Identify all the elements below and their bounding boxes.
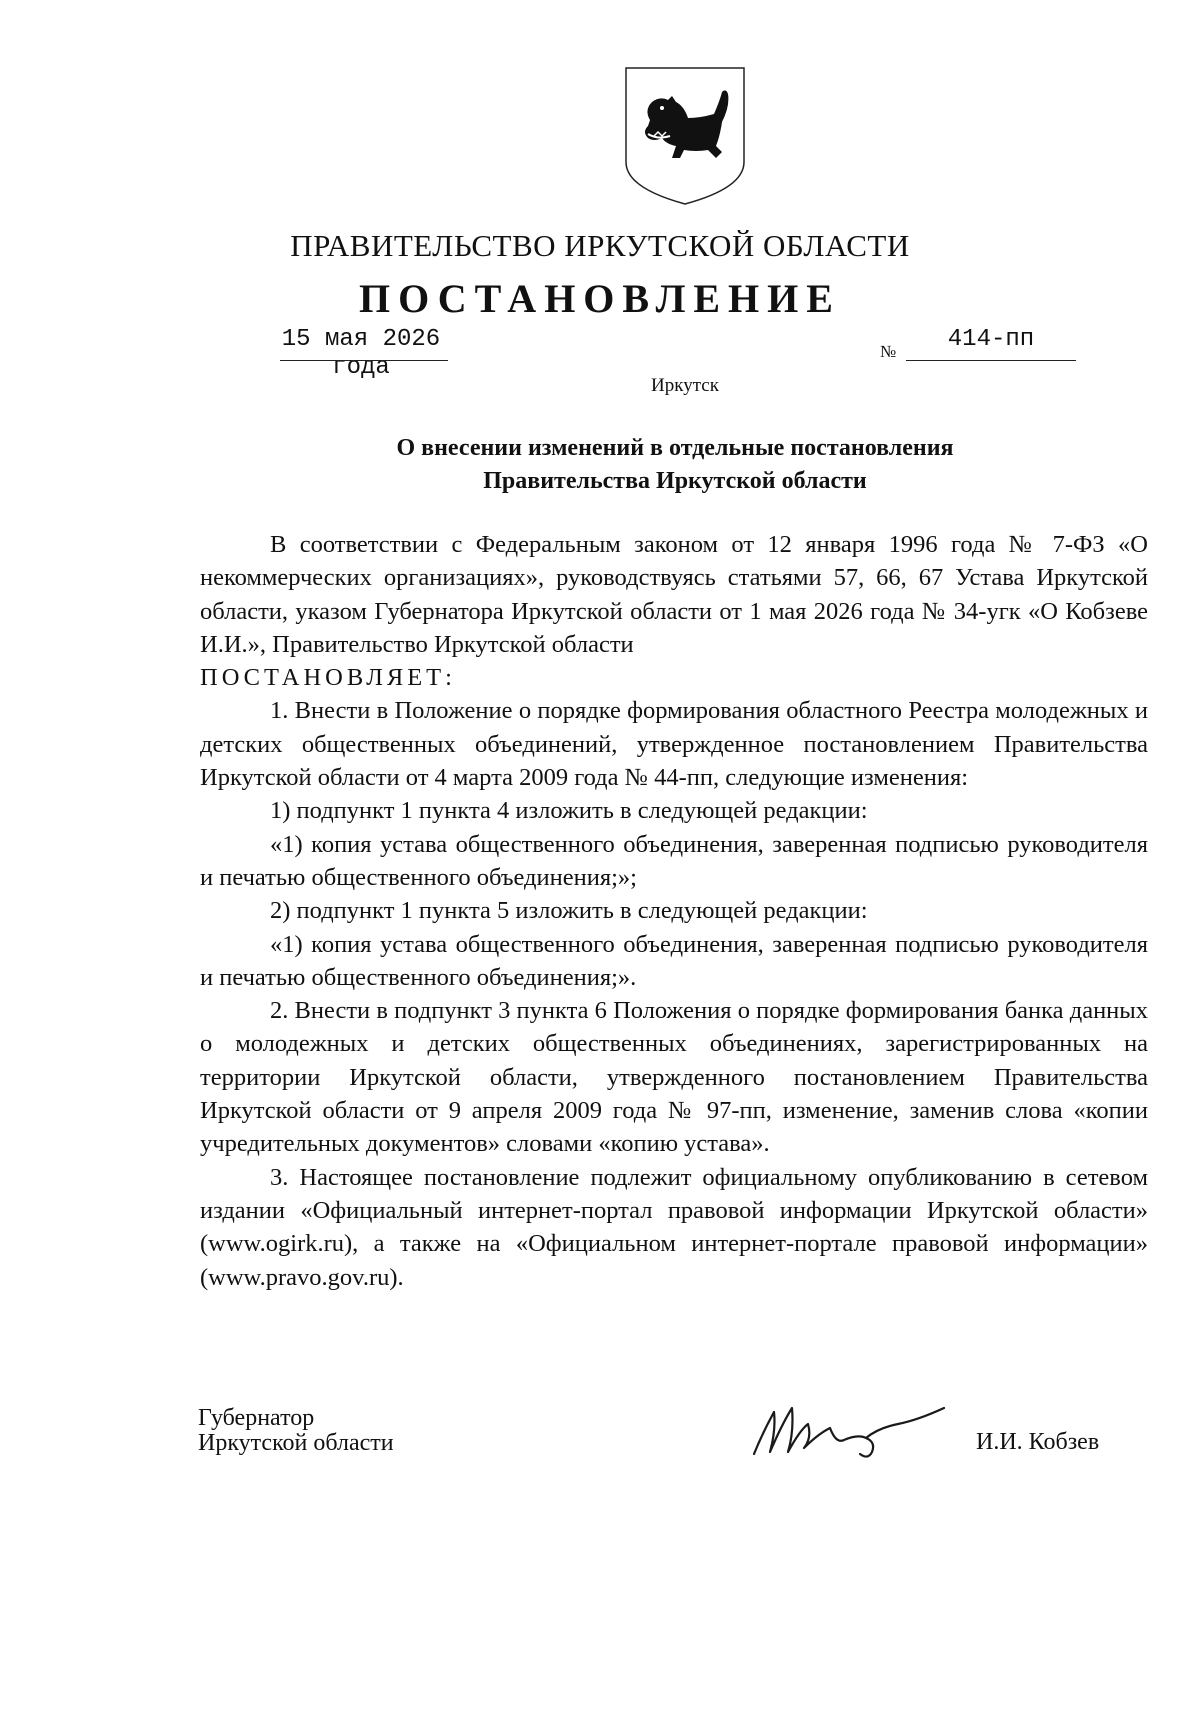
subparagraph-1-2: 2) подпункт 1 пункта 5 изложить в следующей редакции: xyxy=(270,897,868,925)
document-body xyxy=(200,528,1148,1294)
decree-word: ПОСТАНОВЛЯЕТ: xyxy=(200,664,456,692)
subject-line-1: О внесении изменений в отдельные постановления xyxy=(396,435,954,461)
paragraph-3: 3. Настоящее постановление подлежит официальному опубликованию в сетевом издании «Официальный интернет-портал правовой информации Иркутской области» (www.ogirk.ru), а также на «Официальном интернет-портале правовой информации» (www.pravo.gov.ru). xyxy=(200,1163,1148,1291)
number-underline xyxy=(906,360,1076,361)
subparagraph-1-2-text: «1) копия устава общественного объединения, заверенная подписью руководителя и печатью общественного объединения;». xyxy=(200,930,1148,991)
document-city: Иркутск xyxy=(651,375,719,396)
date-underline xyxy=(280,360,448,361)
subject-line-2: Правительства Иркутской области xyxy=(483,468,867,494)
document-subject xyxy=(200,432,1150,498)
signatory-name: И.И. Кобзев xyxy=(976,1429,1100,1455)
irkutsk-coat-of-arms-icon xyxy=(622,66,748,206)
document-number: 414-пп xyxy=(947,326,1035,353)
subparagraph-1-1: 1) подпункт 1 пункта 4 изложить в следующей редакции: xyxy=(270,797,868,825)
number-sign: № xyxy=(880,342,897,361)
government-title: ПРАВИТЕЛЬСТВО ИРКУТСКОЙ ОБЛАСТИ xyxy=(290,228,910,263)
paragraph-1: 1. Внести в Положение о порядке формирования областного Реестра молодежных и детских общественных объединений, утвержденное постановлением Правительства Иркутской области от 4 марта 2009 года № 44-пп, следующие изменения: xyxy=(200,697,1148,792)
preamble-paragraph: В соответствии с Федеральным законом от 12 января 1996 года № 7-ФЗ «О некоммерческих организациях», руководствуясь статьями 57, 66, 67 Устава Иркутской области, указом Губернатора Иркутской области от 1 мая 2026 года № 34-угк «О Кобзеве И.И.», Правительство Иркутской области xyxy=(200,531,1148,658)
signatory-position xyxy=(198,1406,394,1456)
handwritten-signature-icon xyxy=(748,1394,948,1464)
position-line-2: Иркутской области xyxy=(198,1430,394,1456)
document-kind: ПОСТАНОВЛЕНИЕ xyxy=(359,276,841,321)
document-date: 15 мая 2026 года xyxy=(281,326,441,381)
paragraph-2: 2. Внести в подпункт 3 пункта 6 Положения о порядке формирования банка данных о молодежных и детских общественных объединениях, зарегистрированных на территории Иркутской области, утвержденного постановлением Правительства Иркутской области от 9 апреля 2009 года № 97-пп, изменение, заменив слова «копии учредительных документов» словами «копию устава». xyxy=(200,997,1148,1158)
position-line-1: Губернатор xyxy=(198,1405,315,1431)
subparagraph-1-1-text: «1) копия устава общественного объединения, заверенная подписью руководителя и печатью общественного объединения;»; xyxy=(200,830,1148,891)
